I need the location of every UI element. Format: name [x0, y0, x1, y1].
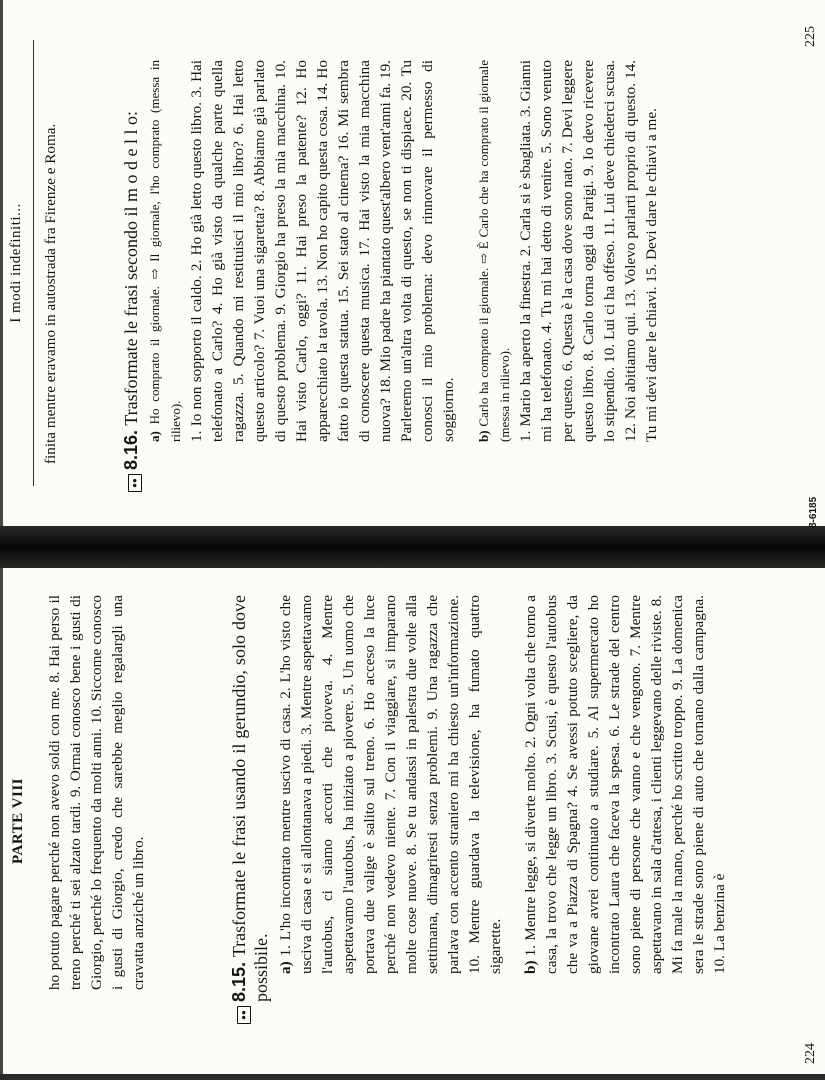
difficulty-badge: ●●	[237, 1006, 251, 1024]
continuation-text: finita mentre eravamo in autostrada fra Firenze e Roma.	[42, 123, 59, 464]
exercise-part-b: b) 1. Mentre legge, si diverte molto. 2. Ogni volta che torno a casa, la trovo che legge un libro. 3. Scusi, è questo l'autobus che va a Piazza di Spagna? 4. Se avessi potuto scegliere, da giovane avrei continuato a studiare. 5. Al supermercato ho incontrato Laura che faceva la spesa. 6. Le strade del centro sono piene di persone che vanno e che vengono. 7. Mentre aspettavano in sala d'attesa, i clienti leggevano delle riviste. 8. Mi fa male la mano, perché ho scritto troppo. 9. La domenica sera le strade sono piene di auto che tornano dalla campagna. 10. La benzina è	[522, 595, 728, 974]
header-rule	[33, 40, 34, 486]
exercise-model-a: a) Ho comprato il giornale. ⇨ Il giornale, l'ho comprato (messa in rilievo).	[147, 60, 183, 442]
continuation-text: ho potuto pagare perché non avevo soldi con me. 8. Hai perso il treno perché ti sei alzato tardi. 9. Ormai conosco bene i gusti di Giorgio, perché lo frequento da molti anni. 10. Siccome conosco i gusti di Giorgio, credo che sarebbe meglio regalargli una cravatta anziché un libro.	[46, 595, 147, 990]
exercise-8-16	[120, 60, 662, 470]
print-code: 8-6185	[808, 496, 819, 528]
left-page	[0, 568, 825, 1074]
exercise-title: 8.15. Trasformate le frasi usando il gerundio, solo dove possibile.	[229, 595, 271, 1002]
difficulty-badge: ●●	[128, 474, 142, 492]
exercise-model-b: b) Carlo ha comprato il giornale. ⇨ È Carlo che ha comprato il giornale (messa in rilievo).	[476, 59, 512, 442]
exercise-part-b: 1. Mario ha aperto la finestra. 2. Carla si è sbagliata. 3. Gianni mi ha telefonato. 4. Tu mi hai detto di venire. 5. Sono venuto per questo. 6. Questa è la casa dove sono nato. 7. Devi leggere questo libro. 8. Carlo torna oggi da Parigi. 9. Io devo ricevere lo stipendio. 10. Lui ci ha offeso. 11. Lui deve chiederci scusa. 12. Noi abitiamo qui. 13. Volevo parlarti proprio di questo. 14. Tu mi devi dare le chiavi. 15. Devi dare le chiavi a me.	[517, 60, 660, 442]
exercise-title: 8.16. Trasformate le frasi secondo il m o d e l l o:	[121, 110, 141, 470]
exercise-part-a: 1. Io non sopporto il caldo. 2. Ho già letto questo libro. 3. Hai telefonato a Carlo? 4. Ho già visto da qualche parte quella ragazza. 5. Quando mi restituisci il mio libro? 6. Hai letto questo articolo? 7. Vuoi una sigaretta? 8. Abbiamo già parlato di questo problema. 9. Giorgio ha preso la mia macchina. 10. Hai visto Carlo, oggi? 11. Hai preso la patente? 12. Ho apparecchiato la tavola. 13. Non ho capito questa cosa. 14. Ho fatto io questa statua. 15. Sei stato al cinema? 16. Mi sembra di conoscere questa musica. 17. Hai visto la mia macchina nuova? 18. Mio padre ha piantato quest'albero vent'anni fa. 19. Parleremo un'altra volta di questo, se non ti dispiace. 20. Tu conosci il mio problema: devo rinnovare il permesso di soggiorno.	[188, 60, 457, 442]
book-gutter	[0, 526, 825, 568]
exercise-8-15	[228, 595, 730, 1002]
page-number: 225	[803, 26, 818, 47]
scan-edge	[0, 1074, 825, 1080]
page-number: 224	[803, 1043, 818, 1064]
exercise-part-a: a) 1. L'ho incontrato mentre uscivo di casa. 2. L'ho visto che usciva di casa e si allontanava a piedi. 3. Mentre aspettavamo l'autobus, ci siamo accorti che pioveva. 4. Mentre aspettavamo l'autobus, ha iniziato a piovere. 5. Un uomo che portava due valige è salito sul treno. 6. Ho acceso la luce perché non vedevo niente. 7. Con il viaggiare, si imparano molte cose nuove. 8. Se tu andassi in palestra due volte alla settimana, dimagriresti senza problemi. 9. Una ragazza che parlava con accento straniero mi ha chiesto un'informazione. 10. Mentre guardava la televisione, ha fumato quattro sigarette.	[277, 595, 504, 974]
running-header: PARTE VIII	[10, 777, 26, 865]
right-page	[0, 0, 825, 526]
running-header: I modi indefiniti...	[8, 203, 24, 323]
